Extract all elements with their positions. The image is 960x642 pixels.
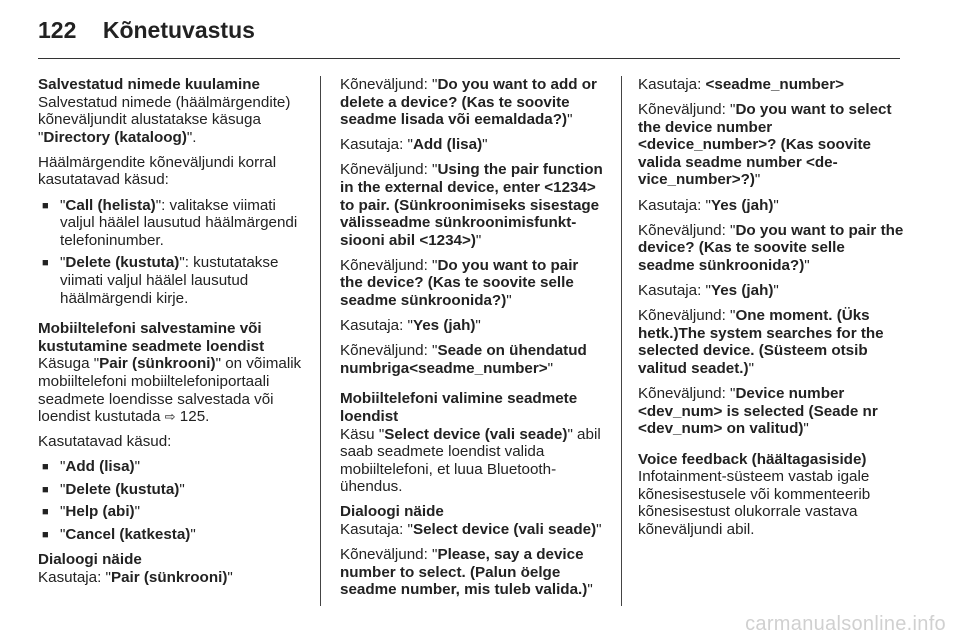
- dialog-line: Kõneväljund: "Using the pair function in the external device, enter <1234> to pair. (Sünkroonimiseks sisestage välisseadme sünkroonimisfunktsiooni abil <1234>)": [340, 161, 603, 249]
- dialog-line: Kõneväljund: "Do you want to pair the device? (Kas te soovite selle seadme sünkroonida?)": [638, 221, 904, 274]
- list-item: ■ "Delete (kustuta)": kustutatakse viimati valjul häälel lausutud häälmärgendi kirje.: [38, 254, 306, 307]
- dialog-line: Kasutaja: "Add (lisa)": [340, 136, 488, 154]
- paragraph: Käsuga "Pair (sünkrooni)" on võimalik mobiiltelefoni mobiiltelefoniportaali seadmete loendisse salvestada või loendist kustutada ⇨ 125.: [38, 355, 302, 426]
- section-heading: Voice feedback (häältagasiside): [638, 450, 867, 468]
- list-item: ■ "Help (abi)": [38, 503, 306, 521]
- header-divider: [38, 58, 900, 59]
- section-heading: Dialoogi näide: [38, 551, 142, 569]
- page-reference-icon: ⇨: [164, 409, 176, 425]
- paragraph: Käsu "Select device (vali seade)" abil saab seadmete loendist valida mobiiltelefoni, et luua Bluetooth-ühendus.: [340, 425, 601, 496]
- paragraph: Kasutatavad käsud:: [38, 433, 172, 451]
- dialog-line: Kõneväljund: "Do you want to pair the device? (Kas te soovite selle seadme sünkroonida?)": [340, 256, 579, 310]
- page-title: Kõnetuvastus: [102, 17, 255, 43]
- column-divider-1: [320, 76, 321, 606]
- dialog-line: Kasutaja: "Pair (sünkrooni)": [38, 568, 233, 586]
- list-item: ■ "Add (lisa)": [38, 458, 306, 476]
- section-heading: Salvestatud nimede kuulamine: [38, 76, 260, 93]
- column-1: [38, 76, 306, 594]
- dialog-line: Kõneväljund: "Do you want to add or delete a device? (Kas te soovite seadme lisada või eemaldada?)": [340, 76, 597, 129]
- column-3: [638, 76, 904, 546]
- dialog-line: Kõneväljund: "One moment. (Üks hetk.)The system searches for the selected device. (Süsteem otsib valitud seadet.)": [638, 307, 884, 377]
- dialog-line: Kasutaja: "Select device (vali seade)": [340, 521, 602, 539]
- dialog-line: Kõneväljund: "Please, say a device number to select. (Palun öelge seadme number, mis tuleb valida.)": [340, 546, 593, 599]
- column-divider-2: [621, 76, 622, 606]
- dialog-line: Kõneväljund: "Seade on ühendatud numbriga<seadme_number>": [340, 342, 587, 377]
- column-2: [340, 76, 604, 606]
- section-heading: Mobiiltelefoni salvestamine või kustutamine seadmete loendist: [38, 320, 265, 355]
- list-item: ■ "Cancel (katkesta)": [38, 526, 306, 544]
- command-list: [38, 197, 306, 308]
- dialog-line: Kõneväljund: "Device number <dev_num> is selected (Seade nr <dev_num> on valitud)": [638, 384, 878, 438]
- section-heading: Mobiiltelefoni valimine seadmete loendist: [340, 390, 578, 425]
- command-list: [38, 458, 306, 543]
- page-reference[interactable]: 125.: [179, 408, 210, 426]
- page-header: [38, 17, 255, 49]
- dialog-line: Kõneväljund: "Do you want to select the device number <device_number>? (Kas soovite valida seadme number <device_number>?)": [638, 101, 892, 189]
- section-heading: Dialoogi näide: [340, 503, 444, 521]
- command-label: Pair (sünkrooni): [99, 355, 216, 373]
- dialog-line: Kasutaja: "Yes (jah)": [638, 281, 779, 299]
- list-item: ■ "Delete (kustuta)": [38, 481, 306, 499]
- list-item: ■ "Call (helista)": valitakse viimati valjul häälel lausutud häälmärgendi telefoninumber.: [38, 197, 306, 250]
- paragraph: Häälmärgendite kõneväljundi korral kasutatavad käsud:: [38, 153, 277, 189]
- command-label: Directory (kataloog): [43, 128, 187, 146]
- page-number: 122: [38, 17, 77, 43]
- command-label: Select device (vali seade): [384, 425, 568, 443]
- dialog-line: Kasutaja: "Yes (jah)": [638, 196, 779, 214]
- dialog-line: Kasutaja: "Yes (jah)": [340, 317, 481, 335]
- watermark: carmanualsonline.info: [745, 613, 946, 635]
- dialog-line: Kasutaja: <seadme_number>: [638, 76, 844, 93]
- paragraph: Infotainment-süsteem vastab igale kõnesisestusele või kommenteerib kõnesisestust olukorrale vastava kõneväljundi abil.: [638, 468, 871, 539]
- paragraph: Salvestatud nimede (häälmärgendite) kõneväljundit alustatakse käsuga "Directory (kataloog)".: [38, 93, 291, 146]
